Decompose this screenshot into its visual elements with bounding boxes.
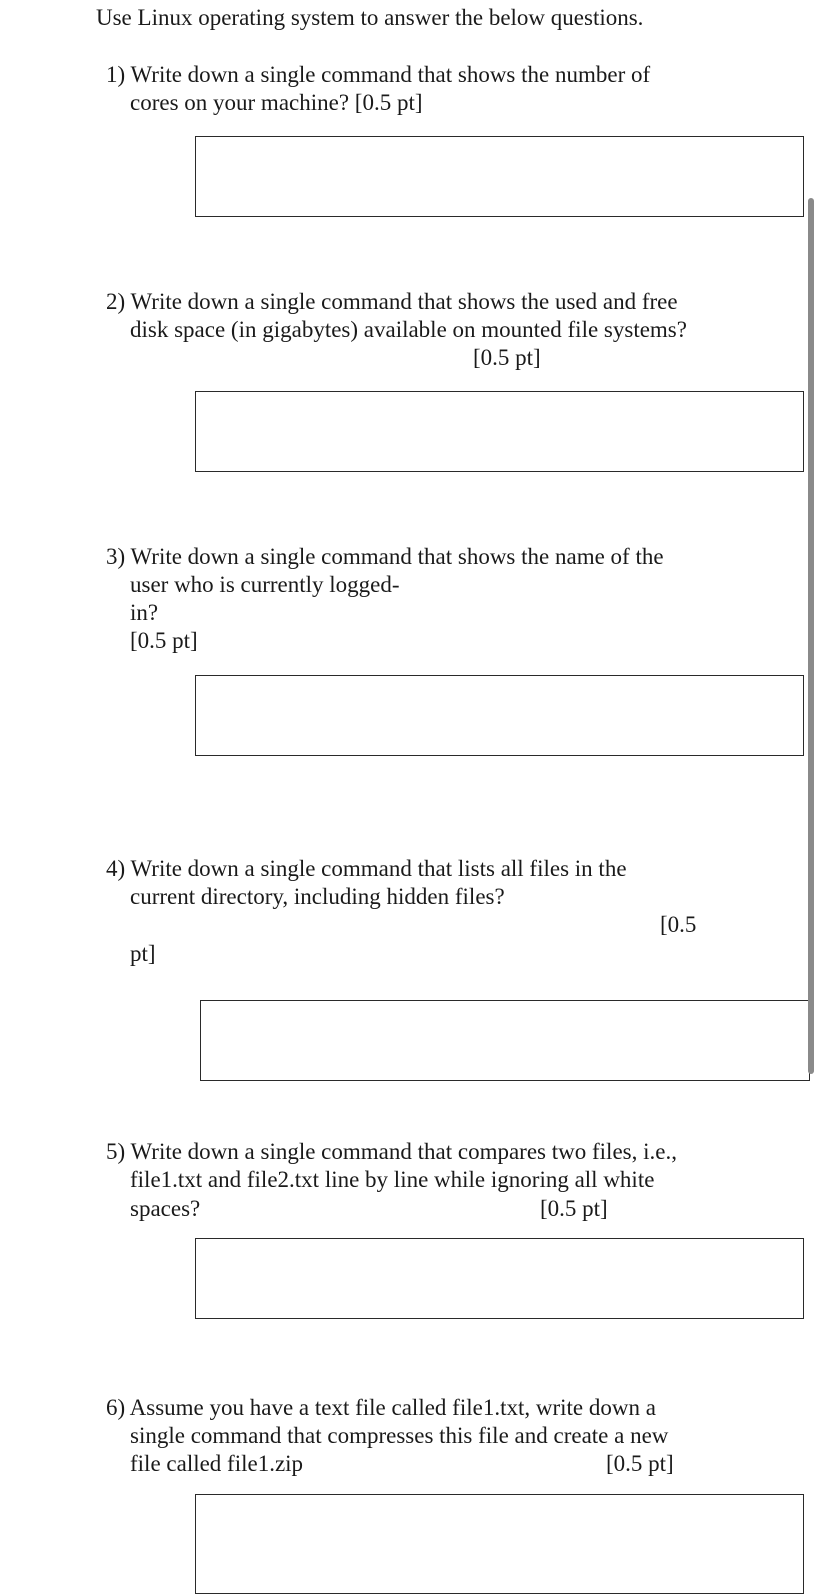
question-6-line-1: 6) Assume you have a text file called file1.txt, write down a — [106, 1395, 656, 1420]
question-6-line-2: single command that compresses this file and create a new — [130, 1423, 669, 1448]
question-4-line-3: [0.5 — [660, 912, 697, 937]
answer-box-1[interactable] — [195, 136, 804, 217]
question-2-line-3: [0.5 pt] — [473, 345, 541, 370]
question-6-line-3: file called file1.zip — [130, 1451, 304, 1476]
question-4-line-1: 4) Write down a single command that lists all files in the — [106, 856, 627, 881]
instructions: Use Linux operating system to answer the below questions. — [96, 5, 644, 30]
question-1-line-1: 1) Write down a single command that shows the number of — [106, 62, 651, 87]
question-3-line-1: 3) Write down a single command that shows the name of the — [106, 544, 664, 569]
answer-box-5[interactable] — [195, 1238, 804, 1319]
answer-box-3[interactable] — [195, 675, 804, 756]
question-3-line-3: in? — [130, 600, 159, 625]
question-2-line-1: 2) Write down a single command that shows the used and free — [106, 289, 678, 314]
question-5-line-1: 5) Write down a single command that compares two files, i.e., — [106, 1139, 677, 1164]
question-5-line-2: file1.txt and file2.txt line by line while ignoring all white — [130, 1167, 655, 1192]
question-3-line-2: user who is currently logged- — [130, 572, 400, 597]
answer-box-2[interactable] — [195, 391, 804, 472]
question-5-line-3: spaces? — [130, 1196, 201, 1221]
question-2-line-2: disk space (in gigabytes) available on mounted file systems? — [130, 317, 687, 342]
question-1-line-2: cores on your machine? [0.5 pt] — [130, 90, 423, 115]
answer-box-4[interactable] — [200, 1000, 810, 1081]
question-4-line-2: current directory, including hidden files? — [130, 884, 505, 909]
scrollbar[interactable] — [808, 198, 814, 1074]
answer-box-6[interactable] — [195, 1494, 804, 1594]
question-5-line-4: [0.5 pt] — [540, 1196, 608, 1221]
question-4-line-4: pt] — [130, 941, 156, 966]
question-6-line-4: [0.5 pt] — [606, 1451, 674, 1476]
question-3-line-4: [0.5 pt] — [130, 628, 198, 653]
